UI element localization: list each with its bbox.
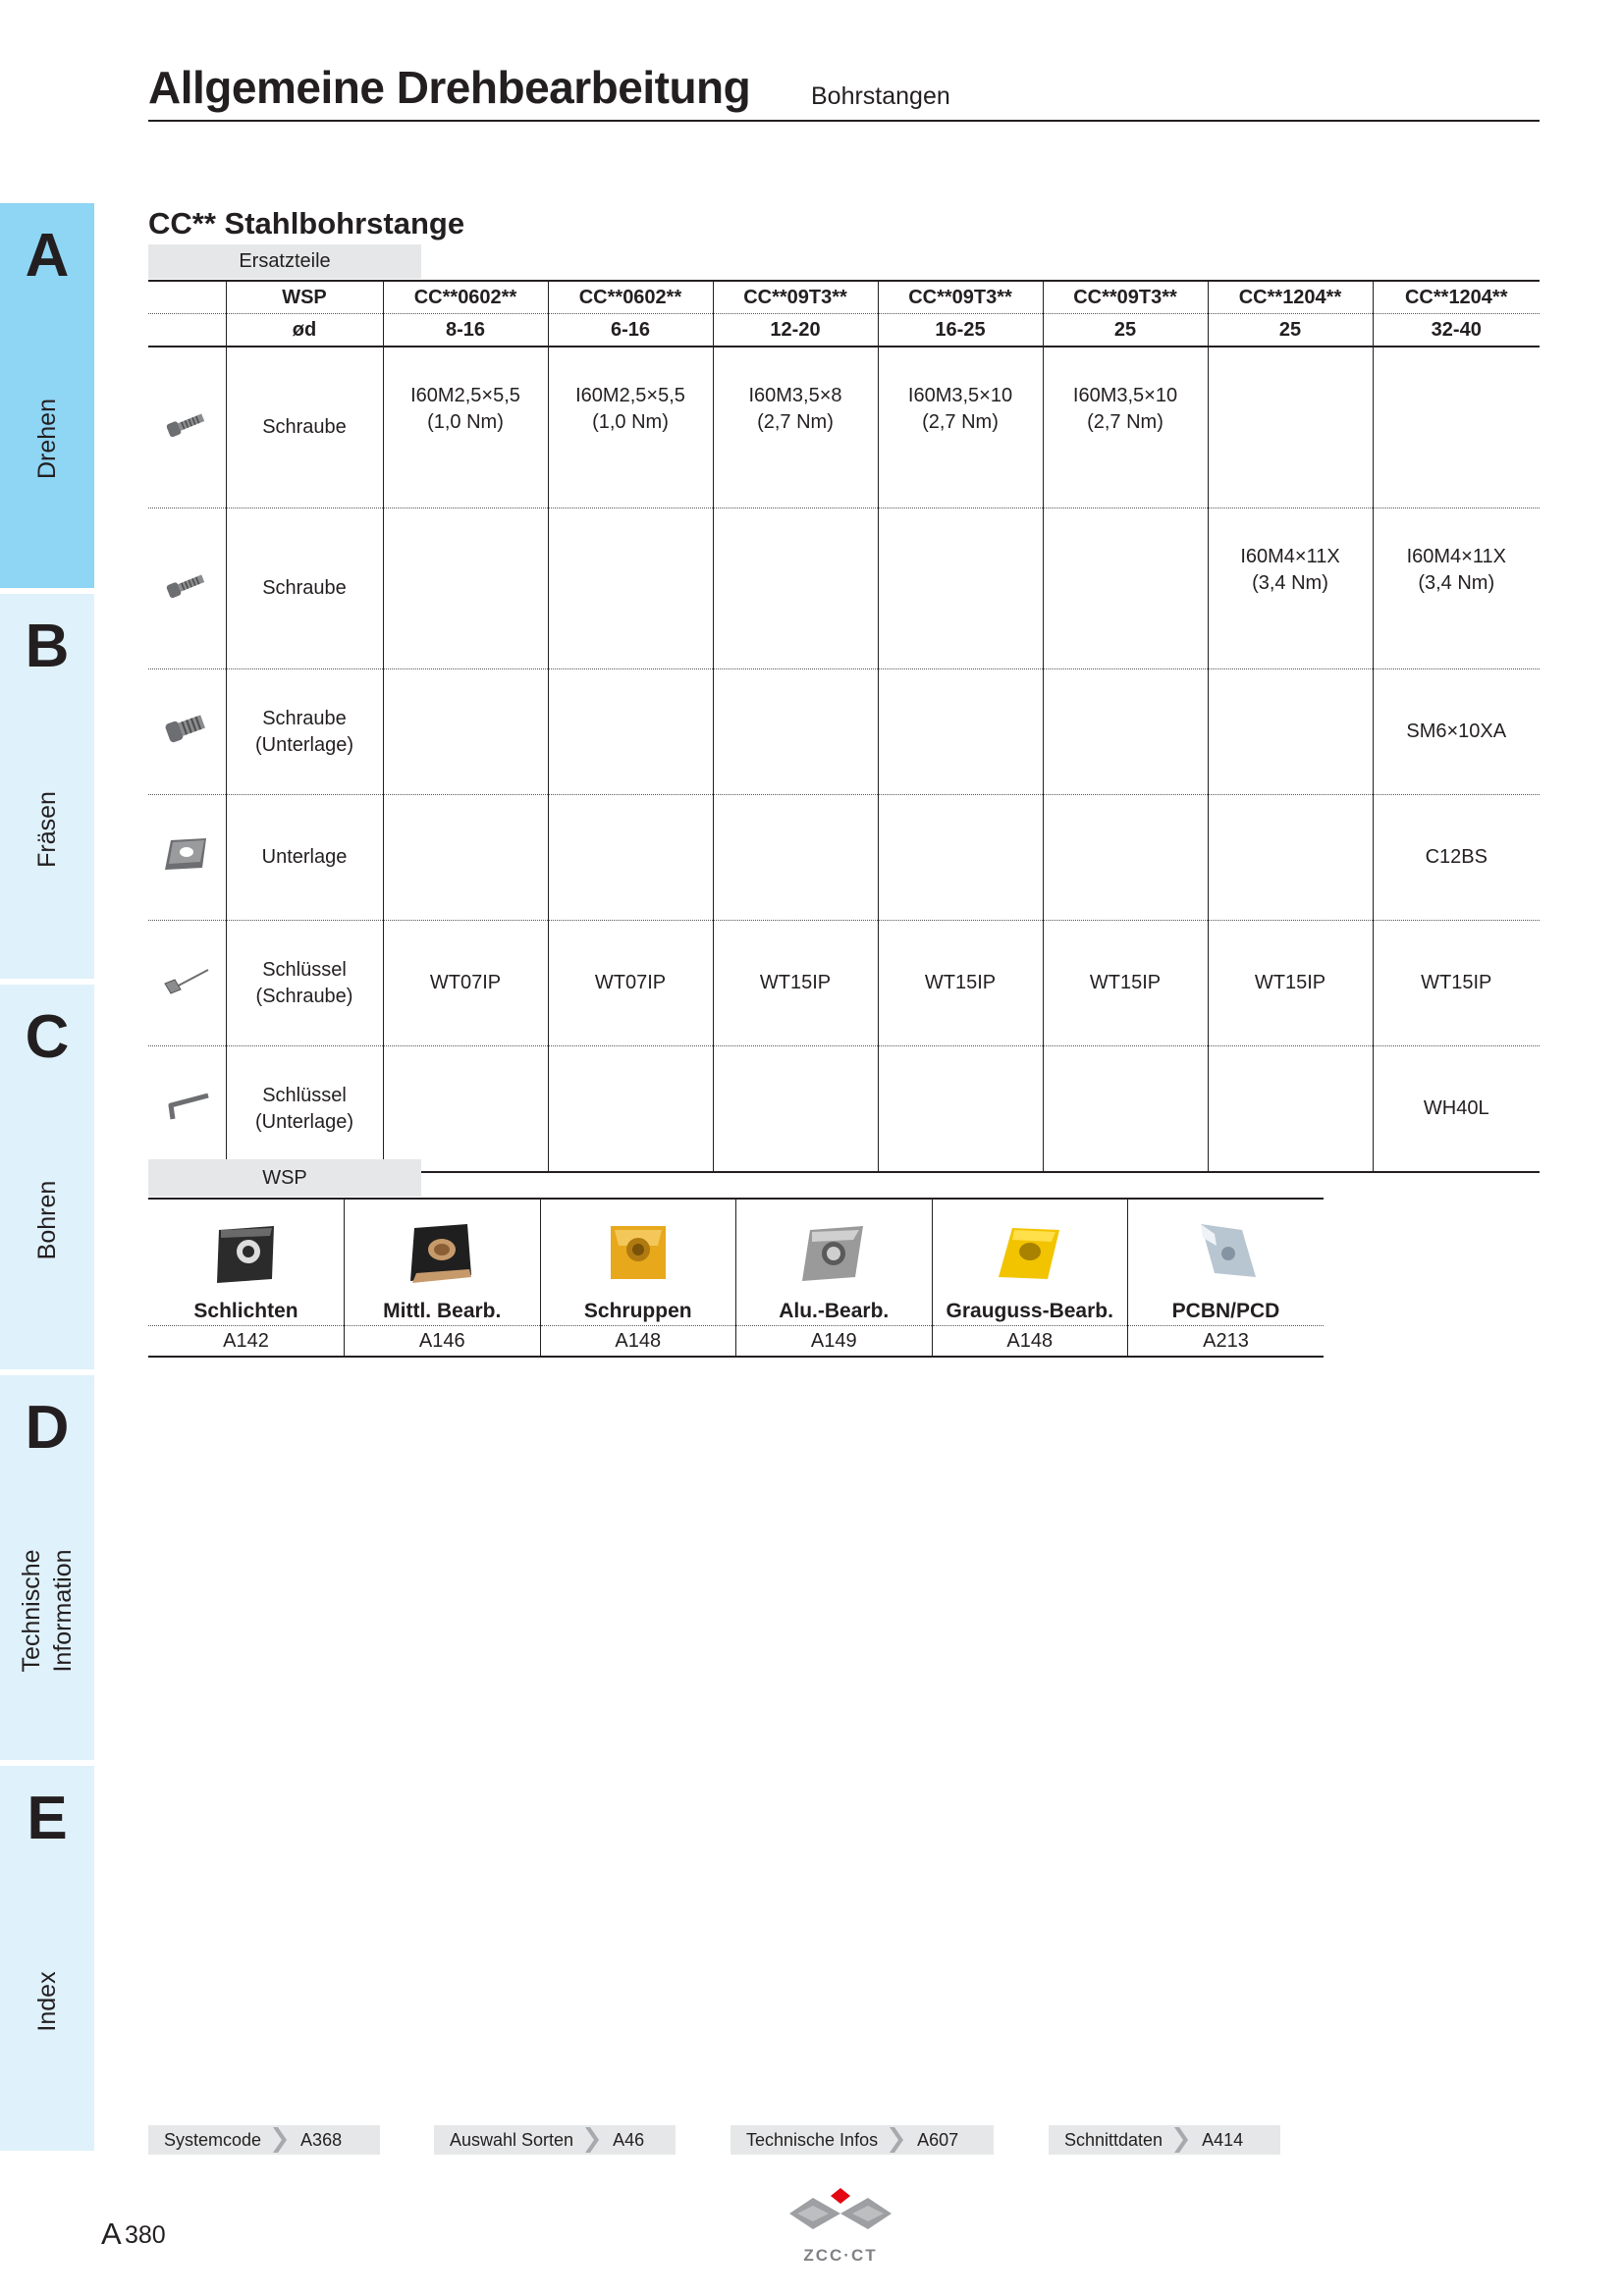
table-cell <box>713 508 878 669</box>
table-row <box>148 921 1540 1046</box>
side-tab-d[interactable] <box>0 1375 94 1760</box>
column-header: CC**1204** <box>1373 281 1540 314</box>
table-cell <box>1208 669 1373 795</box>
shim-icon <box>148 795 226 921</box>
side-tab-letter: A <box>25 222 70 290</box>
table-cell: WT07IP <box>383 921 548 1046</box>
insert-ref-link[interactable]: A142 <box>148 1326 345 1358</box>
table-cell <box>878 508 1043 669</box>
head-label: ød <box>226 314 383 347</box>
table-cell: WT15IP <box>1043 921 1208 1046</box>
table-cell <box>878 669 1043 795</box>
nav-label: Schnittdaten <box>1064 2129 1163 2150</box>
page-number-letter: A <box>101 2216 122 2251</box>
column-header: CC**1204** <box>1208 281 1373 314</box>
torx-key-icon <box>148 921 226 1046</box>
table-cell <box>878 795 1043 921</box>
table-cell: WT15IP <box>1373 921 1540 1046</box>
table-cell <box>1043 1046 1208 1173</box>
insert-name: Alu.-Bearb. <box>736 1298 933 1326</box>
table-row <box>148 1046 1540 1173</box>
insert-cast-iron-image[interactable] <box>932 1199 1128 1298</box>
section-title: CC** Stahlbohrstange <box>148 206 465 240</box>
insert-alu-image[interactable] <box>736 1199 933 1298</box>
nav-systemcode[interactable] <box>148 2125 380 2155</box>
chevron-right-icon <box>585 2127 599 2153</box>
page-subtitle: Bohrstangen <box>811 82 950 110</box>
table-cell <box>548 508 713 669</box>
column-diameter: 25 <box>1043 314 1208 347</box>
table-cell <box>1208 1046 1373 1173</box>
insert-name: Grauguss-Bearb. <box>932 1298 1128 1326</box>
insert-ref-link[interactable]: A148 <box>540 1326 736 1358</box>
insert-name: Schruppen <box>540 1298 736 1326</box>
column-diameter: 12-20 <box>713 314 878 347</box>
table-row <box>148 669 1540 795</box>
head-label: WSP <box>226 281 383 314</box>
table-row <box>148 347 1540 508</box>
table-cell <box>383 508 548 669</box>
table-cell: WT15IP <box>1208 921 1373 1046</box>
table-cell: I60M4×11X (3,4 Nm) <box>1208 508 1373 669</box>
table-cell <box>1208 795 1373 921</box>
column-header: CC**0602** <box>548 281 713 314</box>
chevron-right-icon <box>890 2127 903 2153</box>
insert-ref-link[interactable]: A146 <box>345 1326 541 1358</box>
table-cell <box>548 669 713 795</box>
insert-name: Mittl. Bearb. <box>345 1298 541 1326</box>
insert-pcbn-image[interactable] <box>1128 1199 1325 1298</box>
header-row-diameter <box>148 314 1540 347</box>
nav-ref: A46 <box>613 2129 645 2150</box>
table-cell <box>383 669 548 795</box>
page-number: 380 <box>125 2221 166 2249</box>
wsp-table <box>148 1198 1324 1358</box>
side-tab-label: Fräsen <box>33 791 61 868</box>
page-title: Allgemeine Drehbearbeitung <box>148 62 751 113</box>
row-label: Schraube (Unterlage) <box>226 669 383 795</box>
screw-icon <box>148 347 226 508</box>
side-tab-e[interactable] <box>0 1766 94 2151</box>
table-cell <box>548 1046 713 1173</box>
insert-ref-link[interactable]: A148 <box>932 1326 1128 1358</box>
table-cell: WT15IP <box>713 921 878 1046</box>
column-diameter: 16-25 <box>878 314 1043 347</box>
nav-label: Technische Infos <box>746 2129 879 2150</box>
shim-screw-icon <box>148 669 226 795</box>
table-cell: I60M2,5×5,5 (1,0 Nm) <box>383 347 548 508</box>
side-tab-b[interactable] <box>0 594 94 979</box>
side-tab-label: Drehen <box>33 399 61 479</box>
table-cell: I60M3,5×10 (2,7 Nm) <box>1043 347 1208 508</box>
table-cell: I60M3,5×8 (2,7 Nm) <box>713 347 878 508</box>
header-row-wsp <box>148 281 1540 314</box>
side-tab-label: Index <box>33 1971 61 2032</box>
table-cell: I60M4×11X (3,4 Nm) <box>1373 508 1540 669</box>
column-header: CC**09T3** <box>878 281 1043 314</box>
wsp-tab-label: WSP <box>148 1159 421 1197</box>
side-tab-label: Technische Information <box>18 1549 77 1673</box>
row-label: Schlüssel (Schraube) <box>226 921 383 1046</box>
table-cell: I60M3,5×10 (2,7 Nm) <box>878 347 1043 508</box>
insert-medium-image[interactable] <box>345 1199 541 1298</box>
column-diameter: 6-16 <box>548 314 713 347</box>
header-rule <box>148 120 1540 122</box>
table-cell <box>713 795 878 921</box>
table-cell: WH40L <box>1373 1046 1540 1173</box>
column-header: CC**09T3** <box>713 281 878 314</box>
column-header: CC**0602** <box>383 281 548 314</box>
table-cell <box>383 1046 548 1173</box>
screw-icon <box>148 508 226 669</box>
row-label: Schlüssel (Unterlage) <box>226 1046 383 1173</box>
insert-roughing-image[interactable] <box>540 1199 736 1298</box>
zcc-ct-logo <box>785 2184 895 2263</box>
hex-key-icon <box>148 1046 226 1173</box>
parts-table <box>148 280 1540 1173</box>
row-label: Unterlage <box>226 795 383 921</box>
nav-auswahl-sorten[interactable] <box>434 2125 676 2155</box>
table-row <box>148 795 1540 921</box>
table-cell <box>878 1046 1043 1173</box>
side-tab-letter: C <box>25 1003 70 1071</box>
side-tab-letter: D <box>25 1394 70 1462</box>
table-cell <box>383 795 548 921</box>
chevron-right-icon <box>273 2127 287 2153</box>
table-cell <box>1043 669 1208 795</box>
column-diameter: 8-16 <box>383 314 548 347</box>
insert-ref-link[interactable]: A213 <box>1128 1326 1325 1358</box>
column-diameter: 25 <box>1208 314 1373 347</box>
side-tab-letter: E <box>27 1785 68 1852</box>
row-label: Schraube <box>226 347 383 508</box>
insert-name: PCBN/PCD <box>1128 1298 1325 1326</box>
column-header: CC**09T3** <box>1043 281 1208 314</box>
side-tab-a[interactable] <box>0 203 94 588</box>
insert-ref-link[interactable]: A149 <box>736 1326 933 1358</box>
nav-label: Auswahl Sorten <box>450 2129 574 2150</box>
table-cell: WT15IP <box>878 921 1043 1046</box>
side-tab-label: Bohren <box>33 1180 61 1260</box>
insert-finishing-image[interactable] <box>148 1199 345 1298</box>
insert-name: Schlichten <box>148 1298 345 1326</box>
table-cell <box>1043 795 1208 921</box>
table-cell <box>1208 347 1373 508</box>
nav-schnittdaten[interactable] <box>1049 2125 1280 2155</box>
nav-label: Systemcode <box>164 2129 262 2150</box>
table-cell: C12BS <box>1373 795 1540 921</box>
nav-technische-infos[interactable] <box>730 2125 994 2155</box>
side-tab-letter: B <box>25 613 70 680</box>
side-tab-c[interactable] <box>0 985 94 1369</box>
chevron-right-icon <box>1174 2127 1188 2153</box>
table-row <box>148 508 1540 669</box>
table-cell <box>713 1046 878 1173</box>
table-cell: SM6×10XA <box>1373 669 1540 795</box>
table-cell: I60M2,5×5,5 (1,0 Nm) <box>548 347 713 508</box>
parts-tab-label: Ersatzteile <box>148 244 421 279</box>
column-diameter: 32-40 <box>1373 314 1540 347</box>
table-cell <box>713 669 878 795</box>
logo-text: ZCC·CT <box>803 2246 878 2265</box>
row-label: Schraube <box>226 508 383 669</box>
table-cell <box>548 795 713 921</box>
table-cell <box>1373 347 1540 508</box>
nav-ref: A414 <box>1202 2129 1244 2150</box>
nav-ref: A368 <box>300 2129 343 2150</box>
table-cell: WT07IP <box>548 921 713 1046</box>
nav-ref: A607 <box>917 2129 959 2150</box>
table-cell <box>1043 508 1208 669</box>
